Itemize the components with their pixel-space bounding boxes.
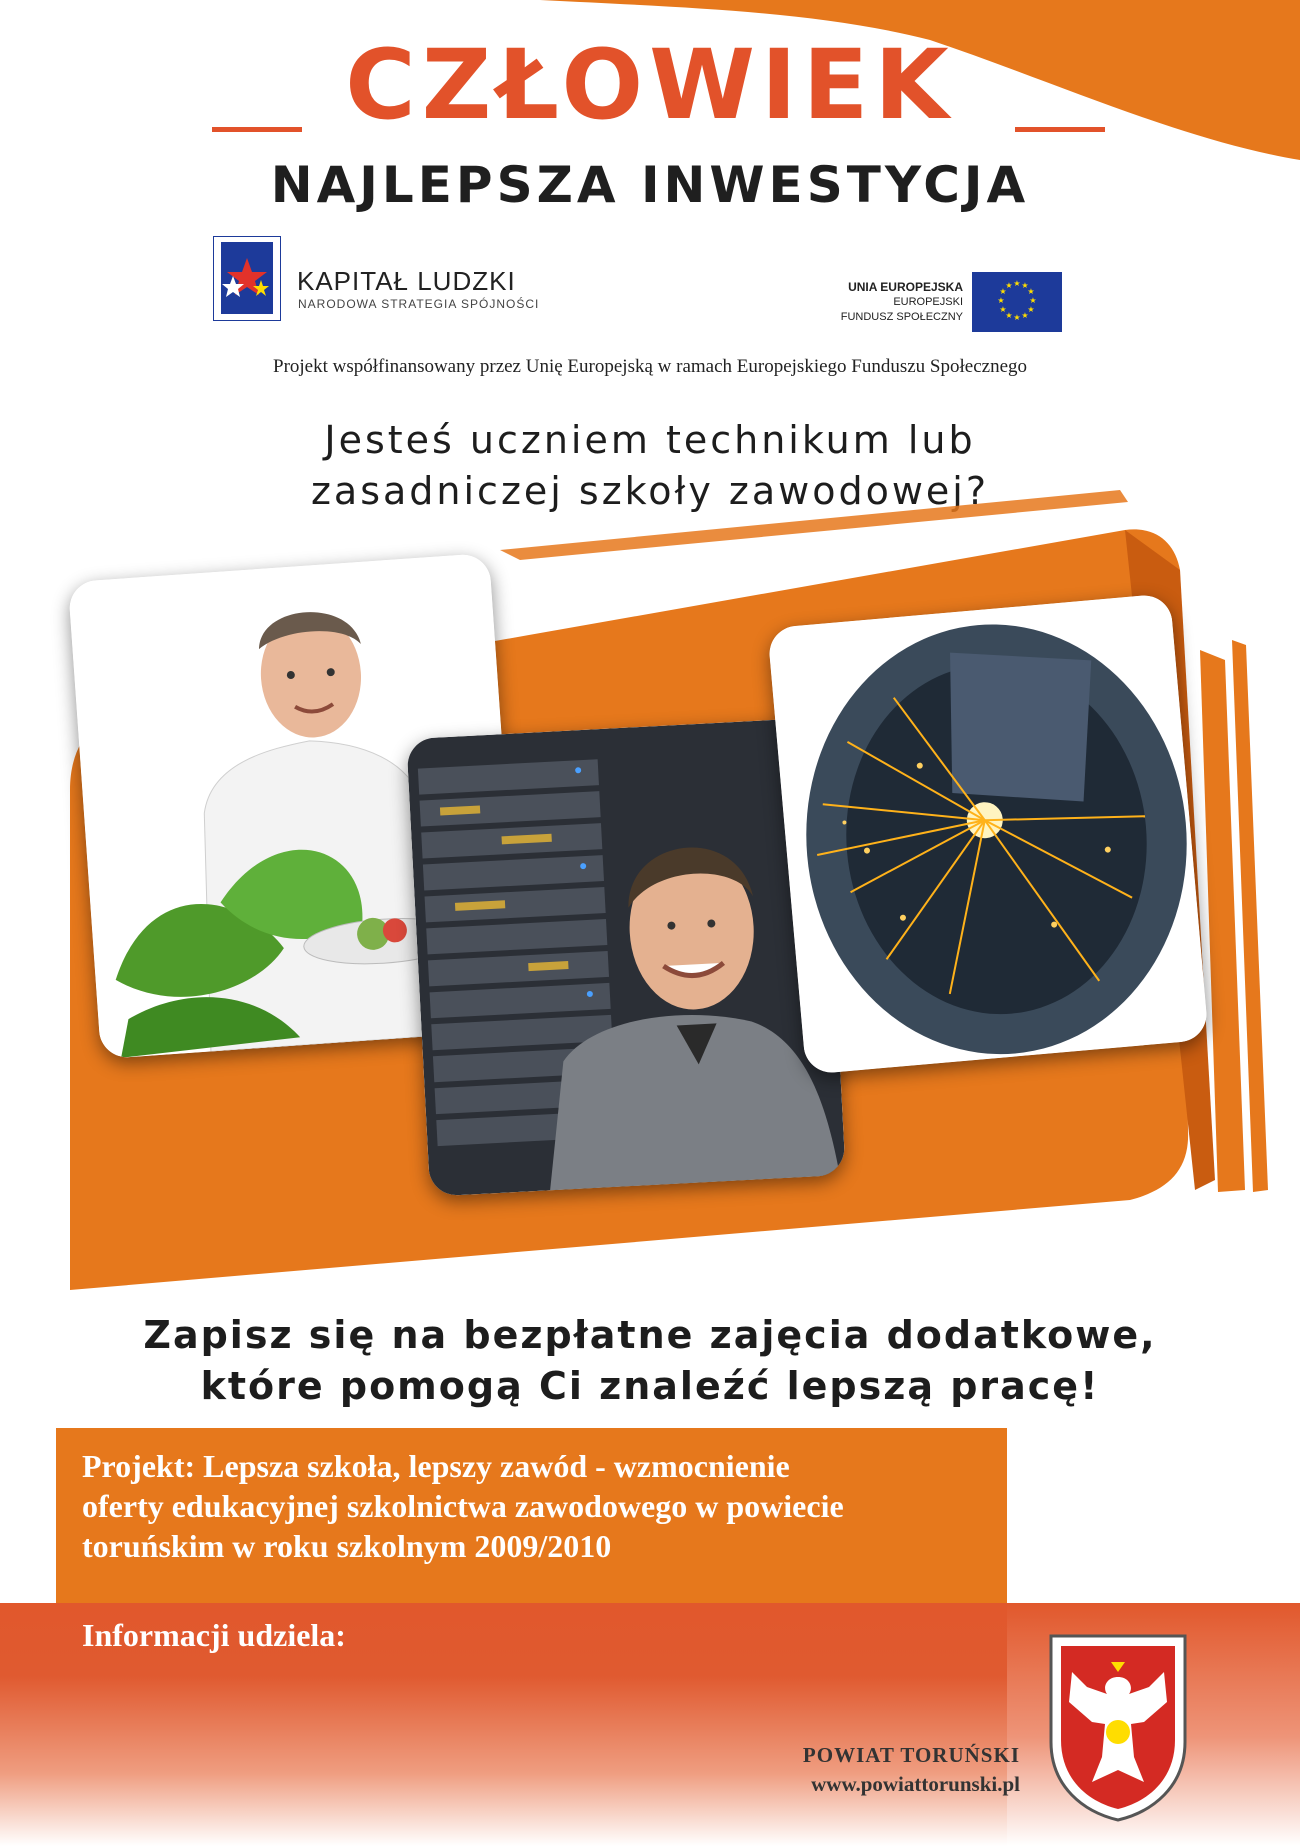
question-line1: Jesteś uczniem technikum lub	[324, 418, 976, 462]
svg-text:★: ★	[1027, 287, 1035, 296]
svg-text:★: ★	[1005, 281, 1013, 290]
svg-text:★: ★	[1021, 281, 1029, 290]
eu-flag-icon	[972, 272, 1062, 332]
eu-line3: FUNDUSZ SPOŁECZNY	[840, 311, 963, 323]
callout-line2: które pomogą Ci znaleźć lepszą pracę!	[200, 1364, 1100, 1408]
project-description	[82, 1446, 1002, 1566]
svg-text:★: ★	[1029, 296, 1037, 305]
kapital-ludzki-name: KAPITAŁ LUDZKI	[297, 266, 516, 296]
cofinanced-note: Projekt współfinansowany przez Unię Europejską w ramach Europejskiego Funduszu Społecznego	[273, 356, 1027, 377]
svg-text:★: ★	[1021, 311, 1029, 320]
question-line2: zasadniczej szkoły zawodowej?	[310, 469, 990, 513]
kapital-ludzki-logo-icon	[213, 236, 281, 321]
eu-line1: UNIA EUROPEJSKA	[848, 280, 963, 294]
eu-line2: EUROPEJSKI	[893, 296, 963, 308]
poster-title: CZŁOWIEK	[345, 29, 955, 141]
callout-line1: Zapisz się na bezpłatne zajęcia dodatkowe,	[143, 1313, 1157, 1357]
svg-text:★: ★	[1027, 305, 1035, 314]
kapital-ludzki-tagline: NARODOWA STRATEGIA SPÓJNOŚCI	[298, 297, 540, 311]
project-line2: oferty edukacyjnej szkolnictwa zawodowego w powiecie	[82, 1488, 844, 1524]
svg-text:★: ★	[999, 305, 1007, 314]
welding-photo	[767, 593, 1209, 1075]
svg-text:★: ★	[997, 296, 1005, 305]
info-label: Informacji udziela:	[82, 1617, 346, 1653]
it-technician-photo	[406, 717, 845, 1196]
svg-text:★: ★	[1005, 311, 1013, 320]
svg-text:★: ★	[1013, 313, 1021, 322]
project-line3: toruńskim w roku szkolnym 2009/2010	[82, 1528, 612, 1564]
poster-subtitle: NAJLEPSZA INWESTYCJA	[270, 156, 1030, 214]
svg-text:★: ★	[999, 287, 1007, 296]
powiat-name: POWIAT TORUŃSKI	[802, 1743, 1020, 1767]
coat-of-arms-icon	[1047, 1632, 1189, 1822]
powiat-url[interactable]: www.powiattorunski.pl	[811, 1772, 1020, 1796]
project-line1: Projekt: Lepsza szkoła, lepszy zawód - wzmocnienie	[82, 1448, 790, 1484]
svg-text:★: ★	[1013, 279, 1021, 288]
